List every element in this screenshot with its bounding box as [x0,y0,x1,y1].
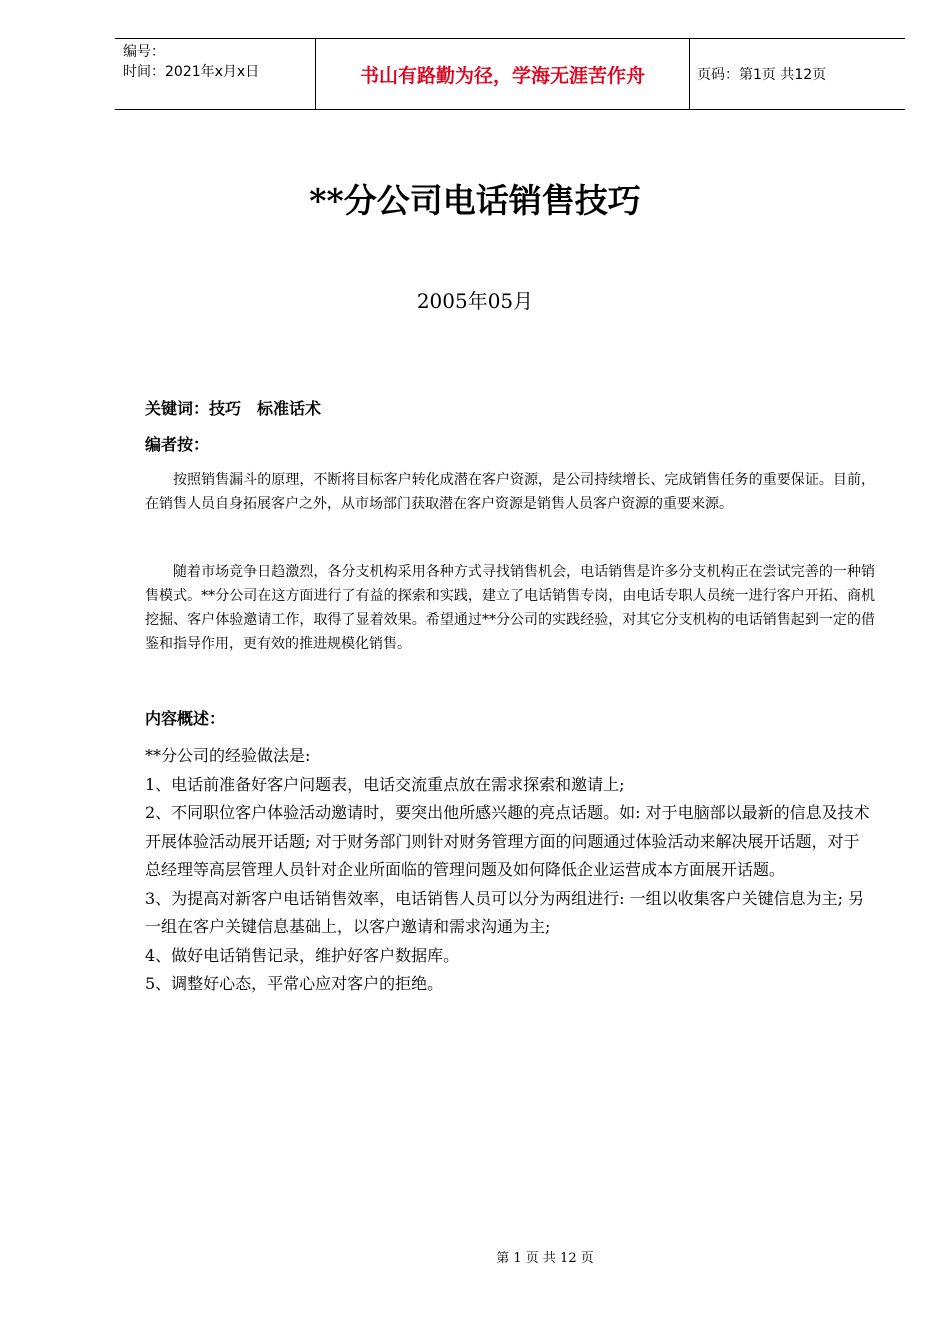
list-item: **分公司的经验做法是: [145,746,311,765]
document-title: **分公司电话销售技巧 [309,181,641,220]
list-item: 4、做好电话销售记录，维护好客户数据库。 [145,945,460,965]
list-item: 5、调整好心态，平常心应对客户的拒绝。 [145,974,444,993]
page-footer: 第 1 页 共 12 页 [496,1251,594,1266]
keywords: 关键词：技巧 标准话术 [145,399,322,418]
paragraph: 随着市场竞争日趋激烈，各分支机构采用各种方式寻找销售机会，电话销售是许多分支机构正在尝试完善的一种销售模式。**分公司在这方面进行了有益的探索和实践，建立了电话销售专岗，由电话专职人员统一进行客户开拓、商机挖掘、客户体验邀请工作，取得了显着效果。希望通过**分公司的实践经验，对其它分支机构的电话销售起到一定的借鉴和指导作用，更有效的推进规模化销售。 [145,564,875,652]
page-header [115,38,905,110]
number-label: 编号： [123,44,165,60]
list-item: 2、不同职位客户体验活动邀请时，要突出他所感兴趣的亮点话题。如: 对于电脑部以最新的信息及技术开展体验活动展开话题; 对于财务部门则针对财务管理方面的问题通过体验活动来解决展开话题，对于总经理等高层管理人员针对企业所面临的管理问题及如何降低企业运营成本方面展开话题。 [145,803,870,879]
document-date: 2005年05月 [416,289,534,313]
time-label: 时间：2021年x月x日 [123,64,260,80]
header-page-info: 页码：第1页 共12页 [697,67,827,83]
overview-list [145,742,875,999]
overview-label: 内容概述： [145,709,226,728]
header-motto: 书山有路勤为径，学海无涯苦作舟 [315,39,690,109]
editor-note-label: 编者按： [145,435,210,454]
list-item: 3、为提高对新客户电话销售效率，电话销售人员可以分为两组进行: 一组以收集客户关键信息为主; 另一组在客户关键信息基础上，以客户邀请和需求沟通为主; [145,888,865,936]
paragraph: 按照销售漏斗的原理，不断将目标客户转化成潜在客户资源，是公司持续增长、完成销售任务的重要保证。目前，在销售人员自身拓展客户之外，从市场部门获取潜在客户资源是销售人员客户资源的重要来源。 [145,472,875,512]
list-item: 1、电话前准备好客户问题表，电话交流重点放在需求探索和邀请上; [145,774,625,794]
header-meta [115,39,315,109]
